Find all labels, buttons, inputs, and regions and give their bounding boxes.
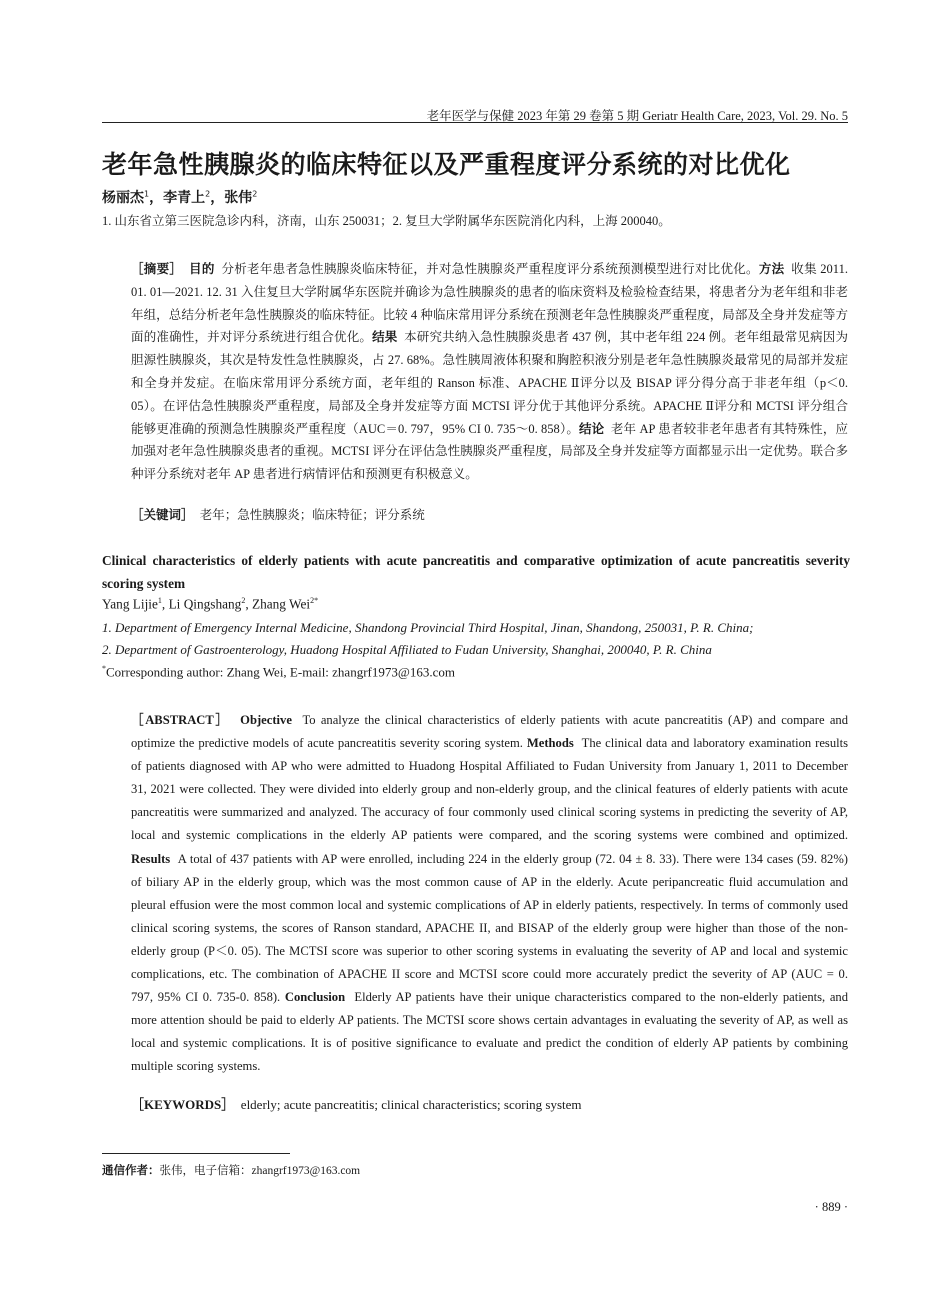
author-separator: ， [149,190,164,206]
chinese-authors [102,187,257,207]
keywords-text: elderly; acute pancreatitis; clinical characteristics; scoring system [240,1097,582,1112]
english-affiliation-2: 2. Department of Gastroenterology, Huadong Hospital Affiliated to Fudan University, Shanghai, 200040, P. R. China [102,642,712,657]
author-affiliation-mark: 2 [241,596,246,605]
author-name: Yang Lijie [102,596,158,612]
objective-label: Objective [240,713,292,727]
author-affiliation-mark: 2* [310,596,319,605]
footnote-text: 张伟，电子信箱：zhangrf1973@163.com [159,1165,361,1177]
author-affiliation-mark: 1 [157,596,162,605]
keywords-label: ［KEYWORDS］ [131,1097,235,1112]
corresponding-text: Corresponding author: Zhang Wei, E-mail: zhangrf1973@163.com [106,664,455,680]
results-text: A total of 437 patients with AP were enrolled, including 224 in the elderly group (72. 04 ± 8. 33). There were 134 cases (59. 82%) of biliary AP in the elderly group, which was the most common cause of AP in the elderly. Acute peripancreatic fluid accumulation and pleural effusion were the most common local and systemic complications of AP in elderly patients, respectively. In terms of commonly used clinical scoring systems, the scores of Ranson standard, APACHE II, and BISAP of the elderly group were higher than those of the non-elderly group (P＜0. 05). The MCTSI score was superior to other scoring systems in evaluating the severity of AP and local and systemic complications, etc. The combination of APACHE II score and MCTSI score could more accurately predict the severity of AP (AUC = 0. 797, 95% CI 0. 735-0. 858). [131,851,849,1005]
methods-label: 方法 [758,261,785,276]
conclusion-text: Elderly AP patients have their unique characteristics compared to the non-elderly patients, and more attention should be paid to elderly AP patients. The MCTSI score shows certain advantages in evaluating the severity of AP, as well as local and systemic complications. It is of positive significance to evaluate and predict the condition of elderly AP patients by combining multiple scoring systems. [131,990,849,1074]
running-head: 老年医学与保健 2023 年第 29 卷第 5 期 Geriatr Health Care, 2023, Vol. 29. No. 5 [426,109,848,123]
methods-label: Methods [526,736,574,751]
author-name: 张伟 [224,190,253,206]
english-affiliation-1: 1. Department of Emergency Internal Medicine, Shandong Provincial Third Hospital, Jinan, Shandong, 250031, P. R. China; [102,620,754,635]
english-keywords [131,1094,582,1113]
author-affiliation-mark: 2 [205,189,211,199]
footnote-label: 通信作者： [102,1163,160,1177]
chinese-title: 老年急性胰腺炎的临床特征以及严重程度评分系统的对比优化 [102,150,791,179]
author-separator: ， [210,190,225,206]
keywords-text: 老年；急性胰腺炎；临床特征；评分系统 [199,508,425,522]
conclusion-label: 结论 [579,420,605,436]
header-rule [102,122,848,123]
english-abstract [131,709,848,1079]
author-name: 杨丽杰 [102,190,144,206]
methods-text: 收集 2011. 01. 01—2021. 12. 31 入住复旦大学附属华东医院并确诊为急性胰腺炎的患者的临床资料及检验检查结果，将患者分为老年组和非老年组，总结分析老年急性胰腺炎的临床特征。比较 4 种临床常用评分系统在预测老年急性胰腺炎严重程度，局部及全身并发症等方面的准确性，并对评分系统进行组合优化。 [131,262,848,345]
conclusion-text: 老年 AP 患者较非老年患者有其特殊性，应加强对老年急性胰腺炎患者的重视。MCTSI 评分在评估急性胰腺炎严重程度，局部及全身并发症等方面都显示出一定优势。联合多种评分系统对老年 AP 患者进行病情评估和预测更有积极意义。 [131,421,848,482]
author-affiliation-mark: 2 [252,189,258,199]
author-affiliation-mark: 1 [144,189,150,199]
footnote-rule [102,1153,290,1154]
author-name: Li Qingshang [168,596,242,612]
methods-text: The clinical data and laboratory examination results of patients diagnosed with AP who were admitted to Huadong Hospital Affiliated to Fudan University from January 1, 2011 to December 31, 2021 were collected. They were divided into elderly group and non-elderly group, and the clinical features of elderly patients with acute pancreatitis were summarized and analyzed. The accuracy of four commonly used clinical scoring systems in predicting the severity of AP, local and systemic complications in the elderly AP patients were compared, and the scoring systems were combined and optimized. [131,736,849,843]
page-number: · 889 · [814,1200,848,1214]
results-label: 结果 [372,329,398,345]
abstract-label: ［摘要］ [131,261,183,276]
english-title: Clinical characteristics of elderly patients with acute pancreatitis and comparative optimization of acute pancreatitis severity scoring system [102,553,850,591]
footnote [102,1162,360,1178]
objective-text: 分析老年患者急性胰腺炎临床特征，并对急性胰腺炎严重程度评分系统预测模型进行对比优化。 [221,262,759,276]
results-text: 本研究共纳入急性胰腺炎患者 437 例，其中老年组 224 例。老年组最常见病因为胆源性胰腺炎，其次是特发性急性胰腺炎，占 27. 68%。急性胰周液体积聚和胸腔积液分别是老年急性胰腺炎最常见的局部并发症和全身并发症。在临床常用评分系统方面，老年组的 Ranson 标准、APACHE Ⅱ评分以及 BISAP 评分得分高于非老年组（p＜0. 05）。在评估急性胰腺炎严重程度，局部及全身并发症等方面 MCTSI 评分优于其他评分系统。APACHE Ⅱ评分和 MCTSI 评分组合能够更准确的预测急性胰腺炎严重程度（AUC＝0. 797，95% CI 0. 735～0. 858）。 [131,330,848,436]
chinese-affiliations: 1. 山东省立第三医院急诊内科，济南，山东 250031；2. 复旦大学附属华东医院消化内科，上海 200040。 [102,214,671,228]
corresponding-mark: * [102,664,106,673]
corresponding-author [102,664,455,680]
author-name: 李青上 [163,190,206,206]
keywords-label: ［关键词］ [131,507,194,522]
conclusion-label: Conclusion [284,990,346,1005]
objective-text: To analyze the clinical characteristics of elderly patients with acute pancreatitis (AP) and compare and optimize the predictive models of acute pancreatitis severity scoring system. [131,713,849,751]
chinese-keywords [131,505,425,523]
abstract-label: ［ABSTRACT］ [131,713,230,727]
objective-label: 目的 [189,261,215,276]
author-name: Zhang Wei [251,596,311,612]
author-separator: , [245,596,252,612]
chinese-abstract [131,258,848,486]
english-authors [102,596,318,612]
results-label: Results [131,851,171,866]
author-separator: , [161,596,169,612]
